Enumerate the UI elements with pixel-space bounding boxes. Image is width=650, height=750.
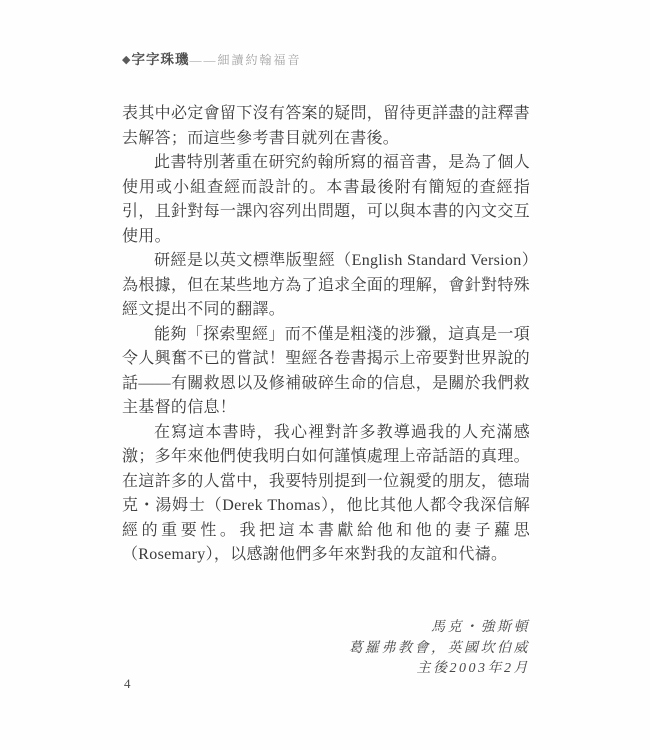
running-header-title: 字字珠璣 xyxy=(131,52,190,67)
running-header xyxy=(122,48,301,69)
signature-block xyxy=(349,618,531,680)
diamond-icon: ◆ xyxy=(122,54,132,66)
body-text xyxy=(122,102,530,568)
running-header-separator: —— xyxy=(189,53,218,67)
page-number: 4 xyxy=(124,676,131,691)
paragraph-5: 在寫這本書時，我心裡對許多教導過我的人充滿感激；多年來他們使我明白如何謹慎處理上帝話語的真理。在這許多的人當中，我要特別提到一位親愛的朋友，德瑞克・湯姆士（Derek Thomas），他比其他人都令我深信解經的重要性。我把這本書獻給他和他的妻子蘿思（Rosemary），以感謝他們多年來對我的友誼和代禱。 xyxy=(122,423,530,563)
paragraph-4: 能夠「探索聖經」而不僅是粗淺的涉獵，這真是一項令人興奮不已的嘗試！聖經各卷書揭示上帝要對世界說的話——有關救恩以及修補破碎生命的信息，是關於我們救主基督的信息！ xyxy=(122,325,530,416)
paragraph-3: 研經是以英文標準版聖經（English Standard Version）為根據，但在某些地方為了追求全面的理解，會針對特殊經文提出不同的翻譯。 xyxy=(122,252,530,318)
running-header-subtitle: 細讀約翰福音 xyxy=(217,53,302,67)
signature-church: 葛羅弗教會，英國坎伯威 xyxy=(348,640,530,656)
signature-author: 馬克・強斯頓 xyxy=(431,620,530,635)
paragraph-1: 表其中必定會留下沒有答案的疑問，留待更詳盡的註釋書去解答；而這些參考書目就列在書後。 xyxy=(122,105,530,147)
paragraph-2: 此書特別著重在研究約翰所寫的福音書，是為了個人使用或小組查經而設計的。本書最後附有簡短的查經指引，且針對每一課內容列出問題，可以與本書的內文交互使用。 xyxy=(122,154,530,245)
signature-date: 主後2003年2月 xyxy=(416,661,530,676)
